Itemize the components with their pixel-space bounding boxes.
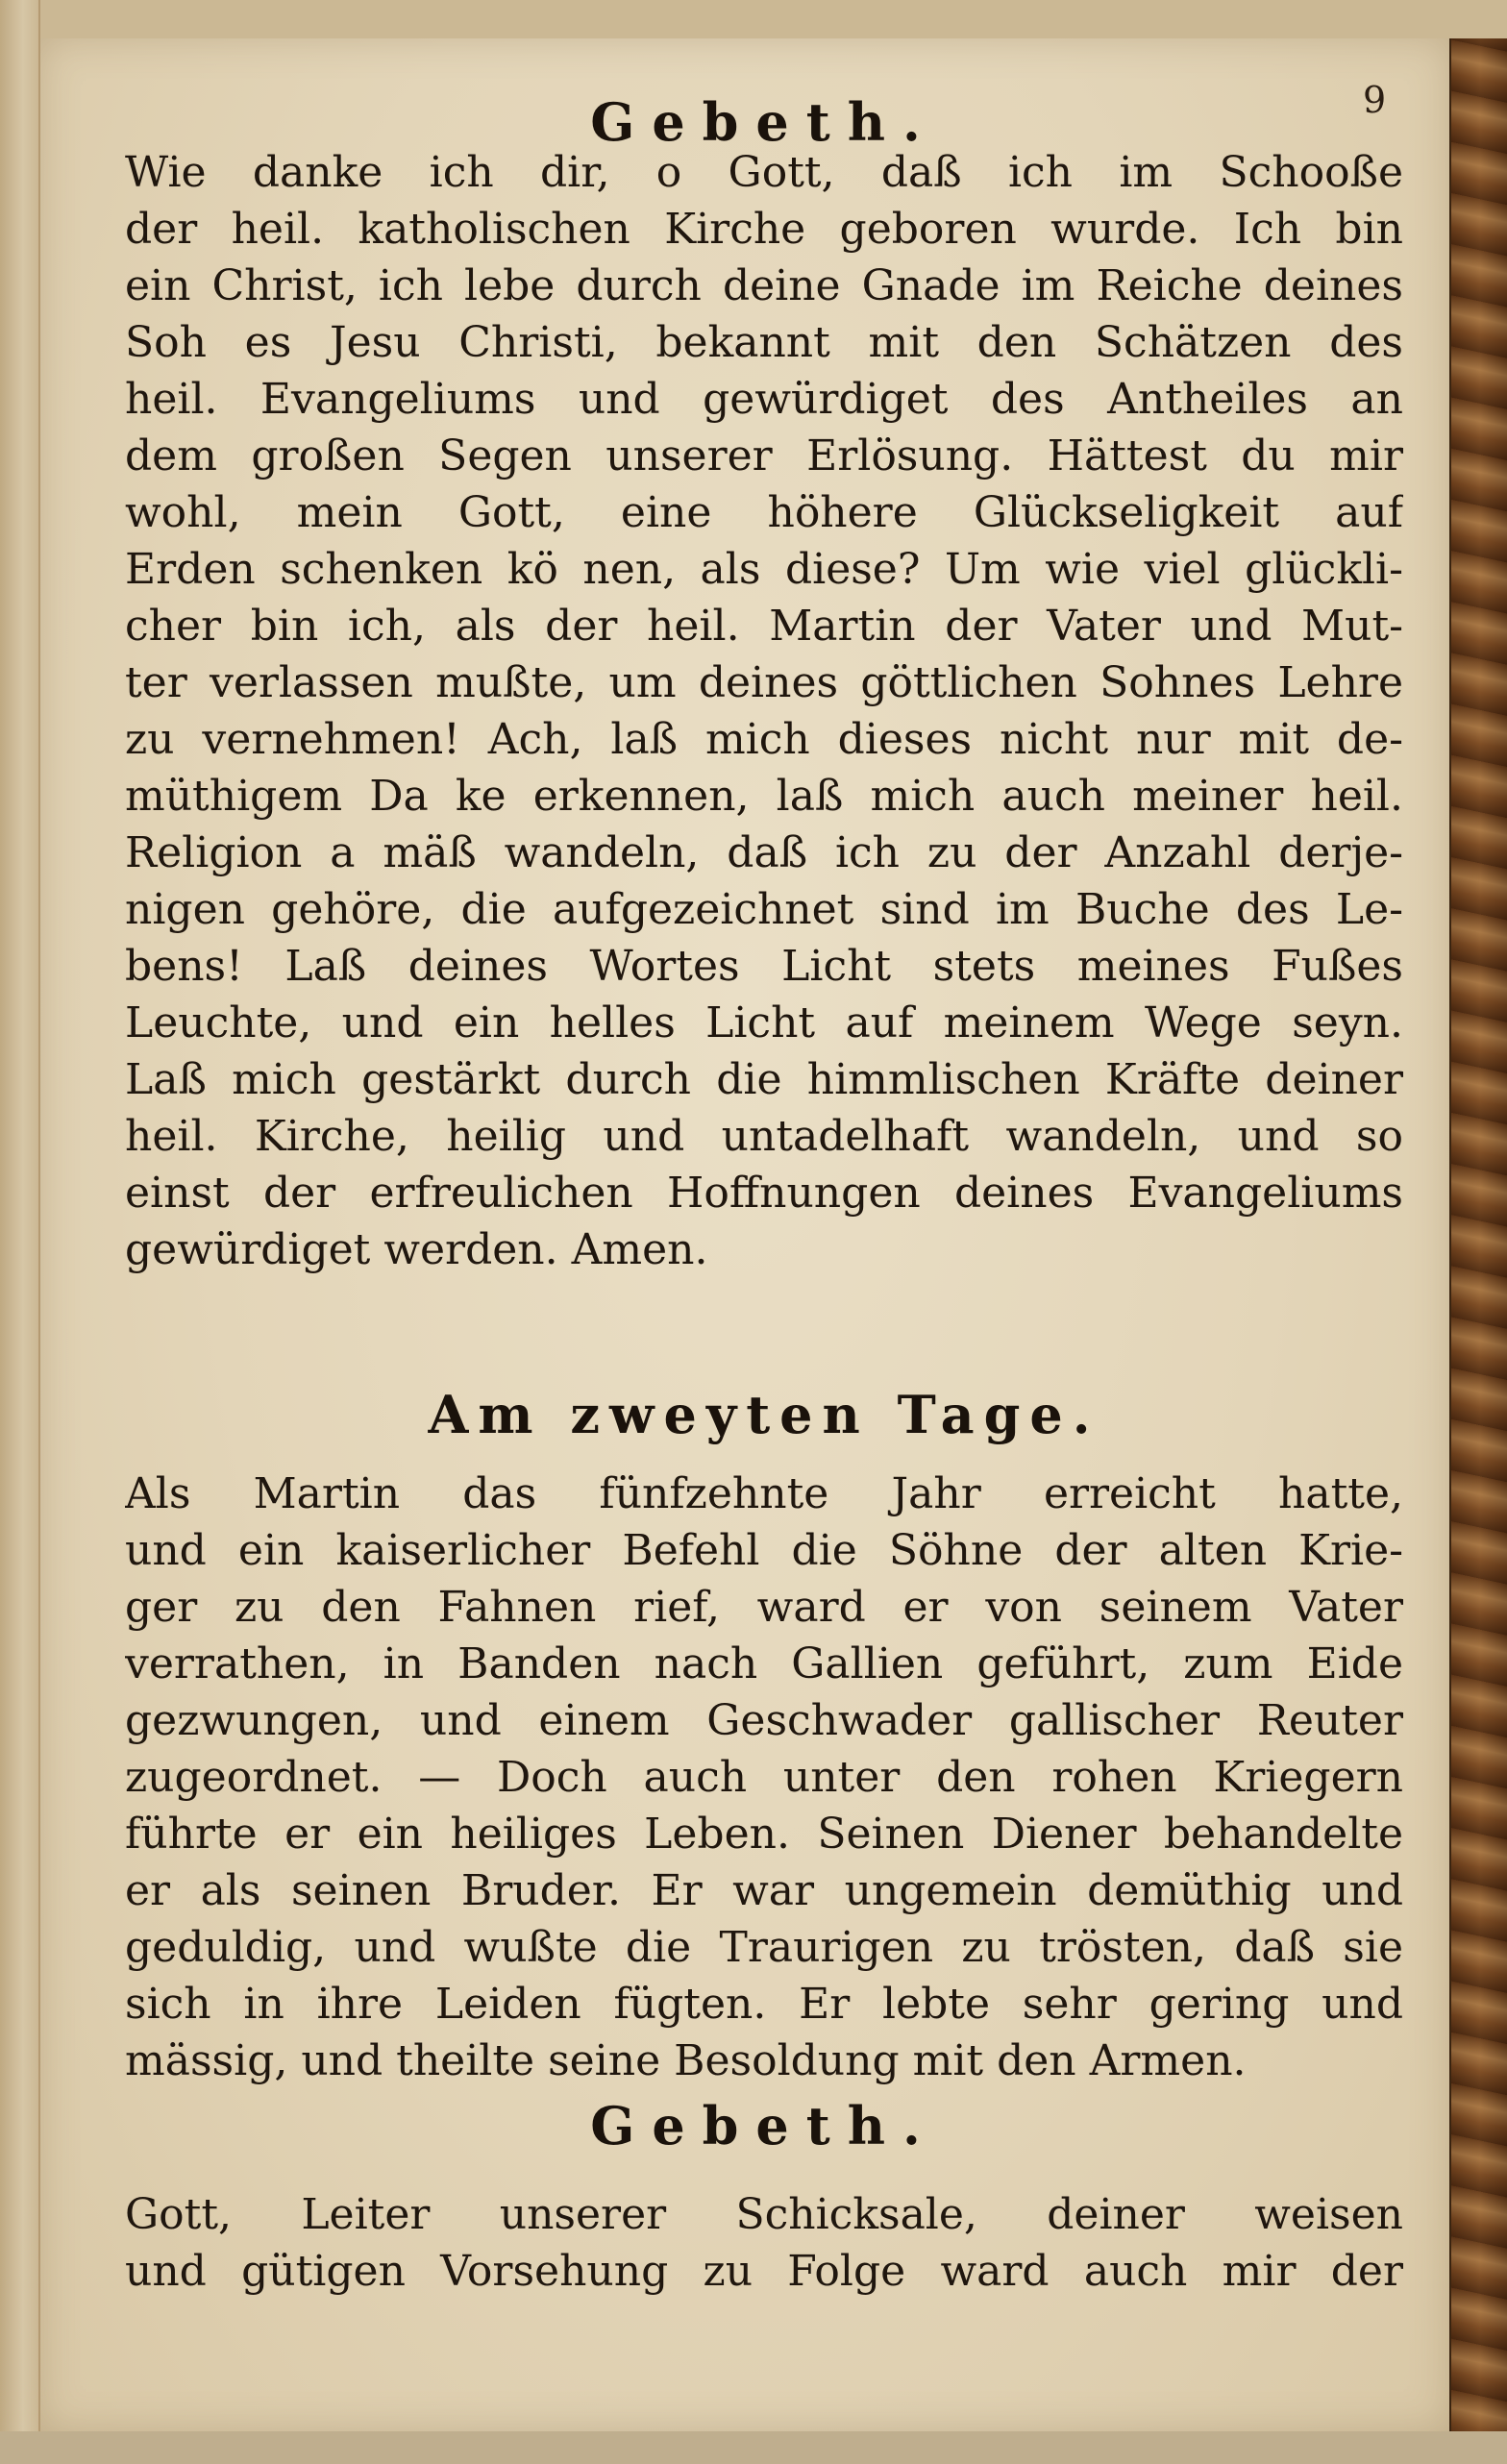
text-line: mässig, und theilte seine Besoldung mit den Armen.	[125, 2036, 1247, 2085]
text-line: geduldig, und wußte die Traurigen zu trösten, daß sie	[125, 1923, 1403, 1972]
text-line: sich in ihre Leiden fügten. Er lebte sehr gering und	[125, 1980, 1403, 2029]
text-line: Religion a mäß wandeln, daß ich zu der Anzahl derje-	[125, 828, 1403, 877]
bottom-edge	[0, 2431, 1507, 2464]
text-line: ein Christ, ich lebe durch deine Gnade im Reiche deines	[125, 261, 1403, 310]
text-line: gezwungen, und einem Geschwader gallischer Reuter	[125, 1696, 1403, 1745]
left-page-edge	[0, 0, 40, 2464]
paragraph-second-day	[125, 1466, 1403, 2089]
text-line: führte er ein heiliges Leben. Seinen Diener behandelte	[125, 1810, 1403, 1859]
text-line: Leuchte, und ein helles Licht auf meinem Wege seyn.	[125, 998, 1403, 1047]
text-line: Als Martin das fünfzehnte Jahr erreicht hatte,	[125, 1469, 1403, 1518]
text-line: ter verlassen mußte, um deines göttlichen Sohnes Lehre	[125, 658, 1403, 707]
text-line: einst der erfreulichen Hoffnungen deines Evangeliums	[125, 1169, 1403, 1218]
text-line: der heil. katholischen Kirche geboren wurde. Ich bin	[125, 205, 1403, 254]
section-heading-prayer-2: Gebeth.	[590, 2095, 938, 2156]
text-line: heil. Kirche, heilig und untadelhaft wandeln, und so	[125, 1112, 1403, 1161]
text-line: wohl, mein Gott, eine höhere Glückseligkeit auf	[125, 488, 1403, 537]
text-line: Laß mich gestärkt durch die himmlischen Kräfte deiner	[125, 1055, 1403, 1104]
text-line: müthigem Da ke erkennen, laß mich auch meiner heil.	[125, 772, 1403, 821]
text-line: ger zu den Fahnen rief, ward er von seinem Vater	[125, 1583, 1403, 1632]
text-line: Wie danke ich dir, o Gott, daß ich im Schooße	[125, 148, 1403, 197]
section-heading-prayer-1: Gebeth.	[590, 91, 938, 153]
marbled-spine	[1449, 38, 1507, 2441]
text-line: verrathen, in Banden nach Gallien geführt, zum Eide	[125, 1639, 1403, 1688]
text-line: cher bin ich, als der heil. Martin der Vater und Mut-	[125, 602, 1403, 651]
text-line: und gütigen Vorsehung zu Folge ward auch mir der	[125, 2247, 1403, 2296]
text-line: gewürdiget werden. Amen.	[125, 1225, 708, 1274]
text-line: Gott, Leiter unserer Schicksale, deiner weisen	[125, 2190, 1403, 2239]
text-line: bens! Laß deines Wortes Licht stets meines Fußes	[125, 942, 1403, 991]
section-heading-second-day: Am zweyten Tage.	[428, 1384, 1100, 1445]
text-line: dem großen Segen unserer Erlösung. Hättest du mir	[125, 431, 1403, 480]
paragraph-prayer-1	[125, 144, 1403, 1278]
text-line: zu vernehmen! Ach, laß mich dieses nicht nur mit de-	[125, 715, 1403, 764]
text-line: nigen gehöre, die aufgezeichnet sind im Buche des Le-	[125, 885, 1403, 934]
text-line: Erden schenken kö nen, als diese? Um wie viel glückli-	[125, 545, 1403, 594]
text-line: zugeordnet. — Doch auch unter den rohen Kriegern	[125, 1753, 1403, 1802]
text-line: und ein kaiserlicher Befehl die Söhne der alten Krie-	[125, 1526, 1403, 1575]
page-number: 9	[1363, 79, 1387, 121]
text-line: heil. Evangeliums und gewürdiget des Antheiles an	[125, 375, 1403, 424]
text-line: er als seinen Bruder. Er war ungemein demüthig und	[125, 1866, 1403, 1915]
text-line: Soh es Jesu Christi, bekannt mit den Schätzen des	[125, 318, 1403, 367]
paragraph-prayer-2	[125, 2186, 1403, 2300]
